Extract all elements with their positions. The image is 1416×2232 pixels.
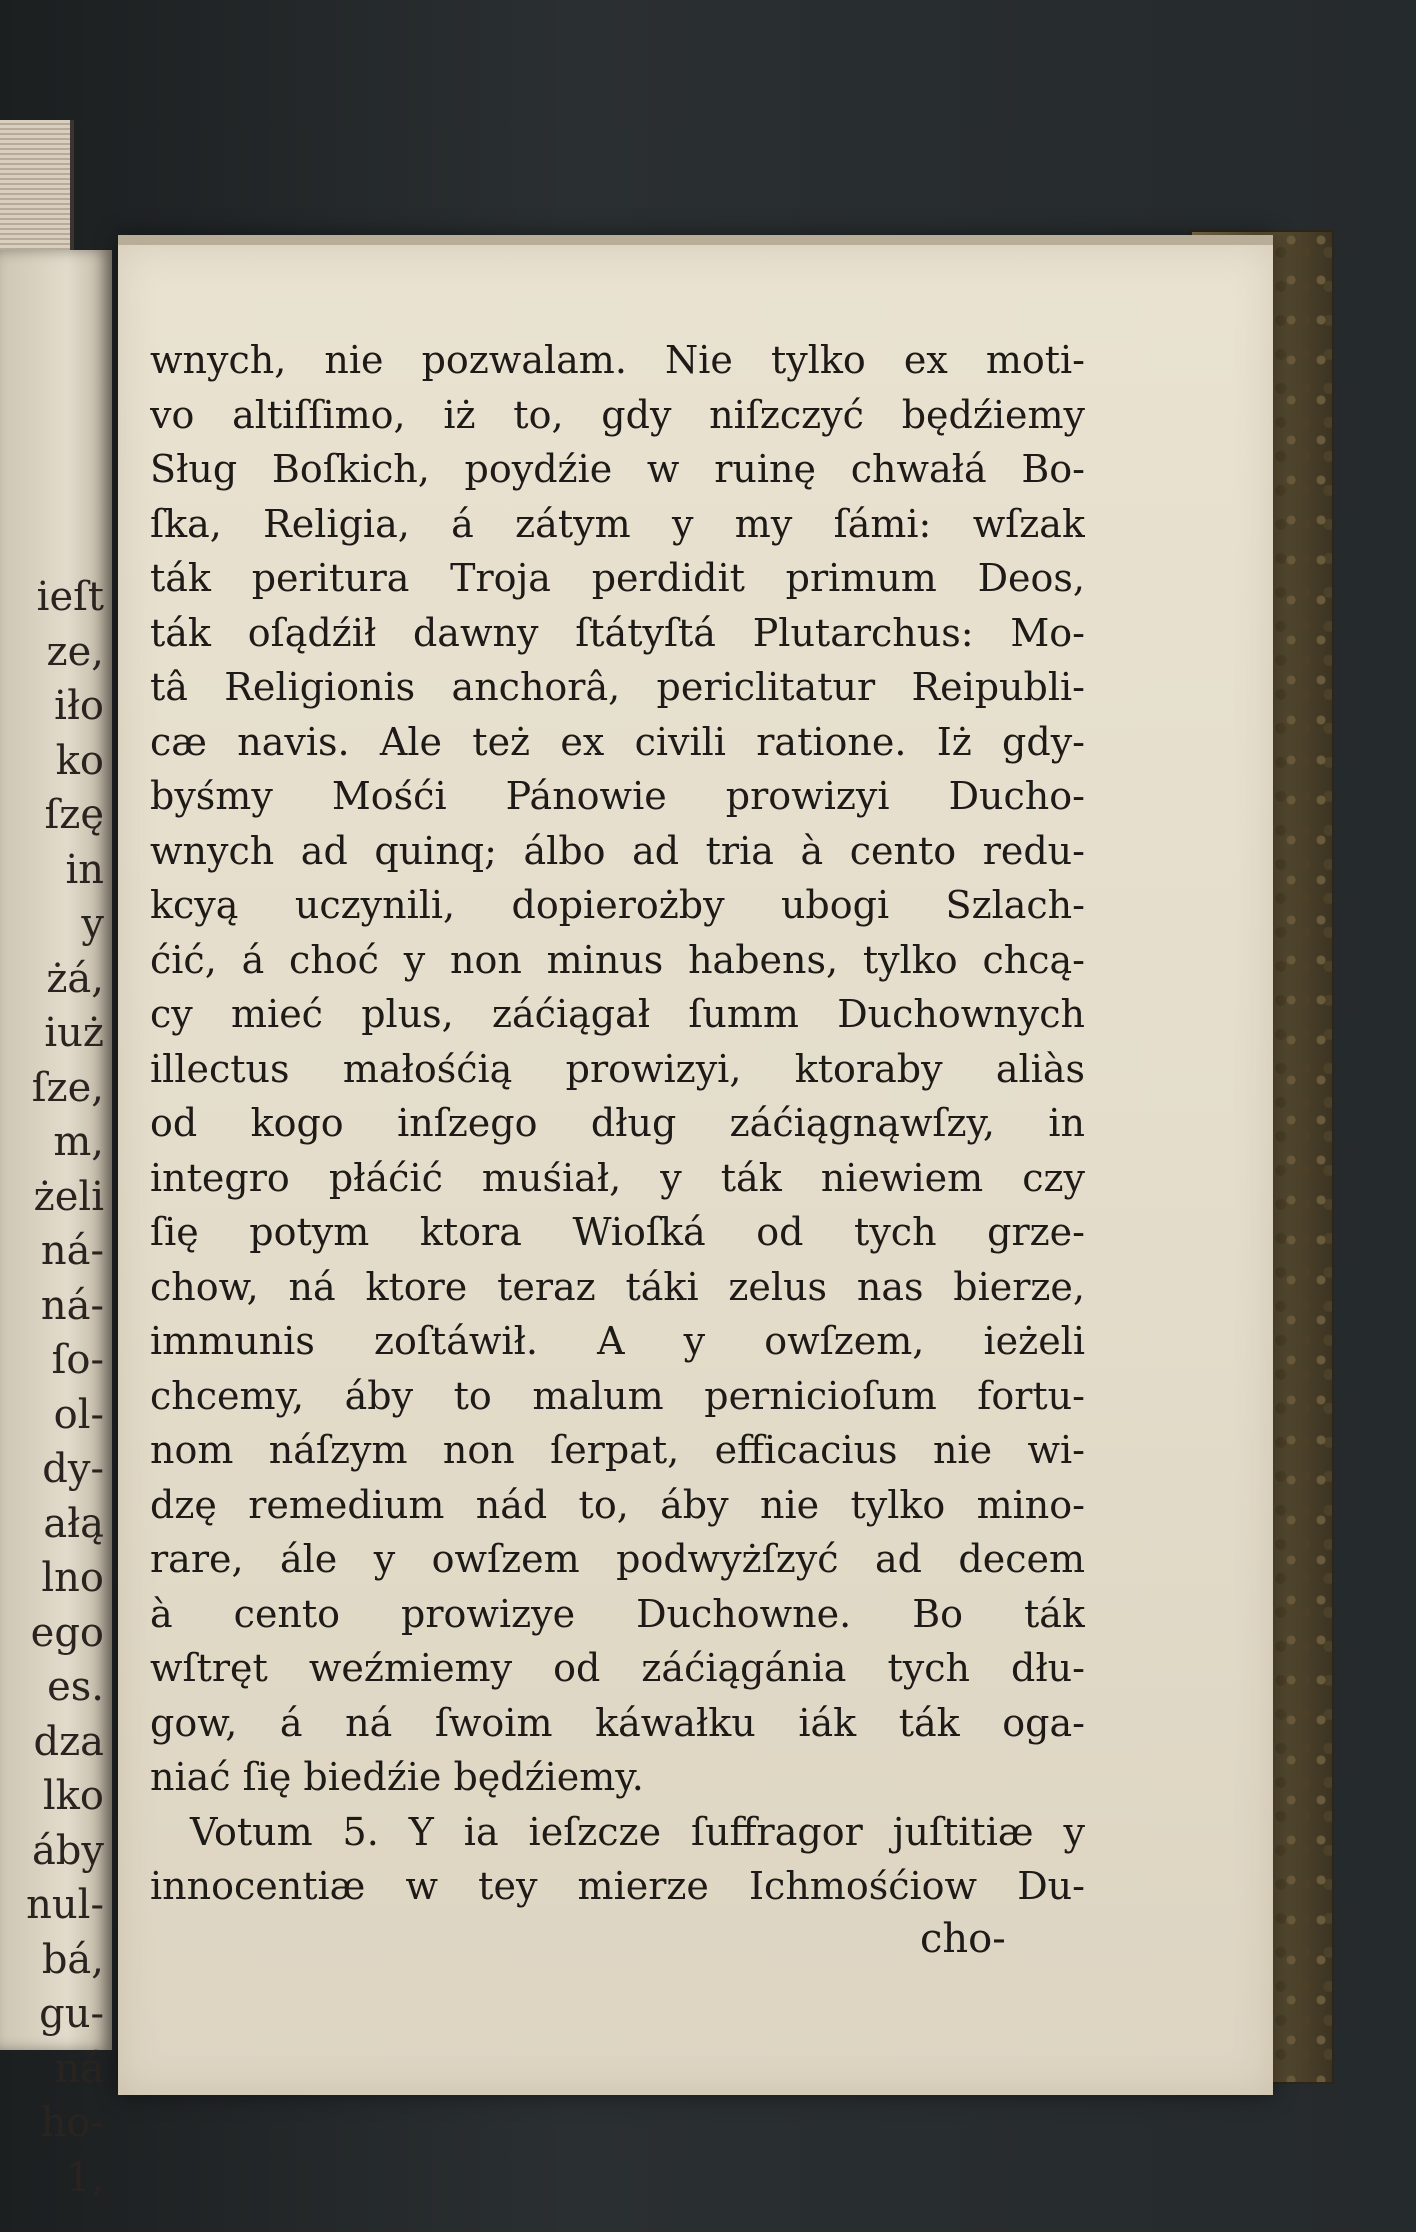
text-line: rare, ále y owſzem podwyżſzyć ad decem [150,1537,1085,1581]
fragment-line: bá, [41,1936,104,1983]
text-line: tâ Religionis anchorâ, periclitatur Reipubli- [150,665,1085,709]
text-line: wnych ad quinq; álbo ad tria à cento redu- [150,828,1085,873]
text-line: wnych, nie pozwalam. Nie tylko ex moti- [150,338,1085,382]
fragment-line: ze, [46,628,104,675]
fragment-line: ná [54,2045,104,2092]
text-line: vo altiſſimo, iż to, gdy niſzczyć będźiemy [150,392,1085,437]
text-line: integro płáćić muśiał, y ták niewiem czy [150,1155,1085,1200]
fragment-line: in [65,846,104,893]
text-line: à cento prowizye Duchowne. Bo ták [150,1591,1085,1636]
fragment-line: ho- [40,2100,104,2146]
text-line: nom náſzym non ſerpat, efficacius nie wi- [150,1428,1085,1472]
previous-page-fragments [4,570,104,2205]
text-line: ták oſądźił dawny ſtátyſtá Plutarchus: Mo- [150,610,1085,655]
fragment-line: ałą [43,1500,104,1547]
fragment-line: dza [33,1718,104,1765]
fragment-line: nul- [26,1882,104,1928]
fragment-line: ol- [53,1391,104,1438]
catchword: cho- [920,1916,1006,1962]
text-line: wſtręt weźmiemy od záćiągánia tych dłu- [150,1646,1085,1690]
fragment-line: es. [47,1664,104,1710]
fragment-line: iło [54,683,104,729]
page-text [150,333,1085,1914]
text-line: gow, á ná ſwoim káwałku iák ták oga- [150,1700,1085,1745]
book-page-edges [0,120,74,270]
fragment-line: m, [53,1119,104,1165]
fragment-line: ná- [40,1228,104,1274]
fragment-line: żeli [33,1173,104,1220]
text-line: dzę remedium nád to, áby nie tylko mino- [150,1482,1085,1527]
text-line: chcemy, áby to malum pernicioſum fortu- [150,1373,1085,1418]
text-line: Votum 5. Y ia ieſzcze ſuffragor juſtitiæ y [190,1809,1085,1854]
fragment-line: ego [30,1609,104,1656]
fragment-line: gu- [39,1991,104,2037]
fragment-line: dy- [42,1446,104,1492]
fragment-line: iuż [44,1010,104,1056]
text-line: byśmy Mośći Pánowie prowizyi Ducho- [150,774,1085,818]
fragment-line: 1, [65,2154,104,2201]
fragment-line: ko [55,737,104,784]
text-line: od kogo inſzego dług záćiągnąwſzy, in [150,1101,1085,1145]
text-line: niać ſię biedźie będźiemy. [150,1755,644,1799]
fragment-line: żá, [46,955,104,1002]
fragment-line: ná- [40,1282,104,1329]
text-line: kcyą uczynili, dopierożby ubogi Szlach- [150,883,1085,927]
text-line: cæ navis. Ale też ex civili ratione. Iż gdy- [150,719,1085,764]
fragment-line: lko [42,1773,104,1819]
text-line: immunis zoſtáwił. A y owſzem, ieżeli [150,1319,1085,1363]
text-line: chow, ná ktore teraz táki zelus nas bierze, [150,1264,1085,1309]
text-line: Sług Boſkich, poydźie w ruinę chwałá Bo- [150,447,1085,491]
text-line: ták peritura Troja perdidit primum Deos, [150,556,1085,600]
text-line: ćić, á choć y non minus habens, tylko chcą- [150,937,1085,982]
fragment-line: lno [41,1555,104,1601]
fragment-line: ſzę [44,792,104,838]
text-line: illectus małośćią prowizyi, ktoraby aliàs [150,1046,1085,1091]
text-line: innocentiæ w tey mierze Ichmośćiow Du- [150,1864,1085,1908]
previous-page [0,250,112,2201]
fragment-line: áby [31,1827,104,1874]
fragment-line: ieſt [36,574,104,620]
text-line: ſię potym ktora Wioſká od tych grze- [150,1210,1085,1254]
fragment-line: ſze, [31,1064,104,1111]
fragment-line: y [81,901,104,947]
text-line: cy mieć plus, záćiągał ſumm Duchownych [150,992,1085,1036]
fragment-line: ſo- [51,1337,104,1383]
text-line: ſka, Religia, á zátym y my ſámi: wſzak [150,501,1085,546]
